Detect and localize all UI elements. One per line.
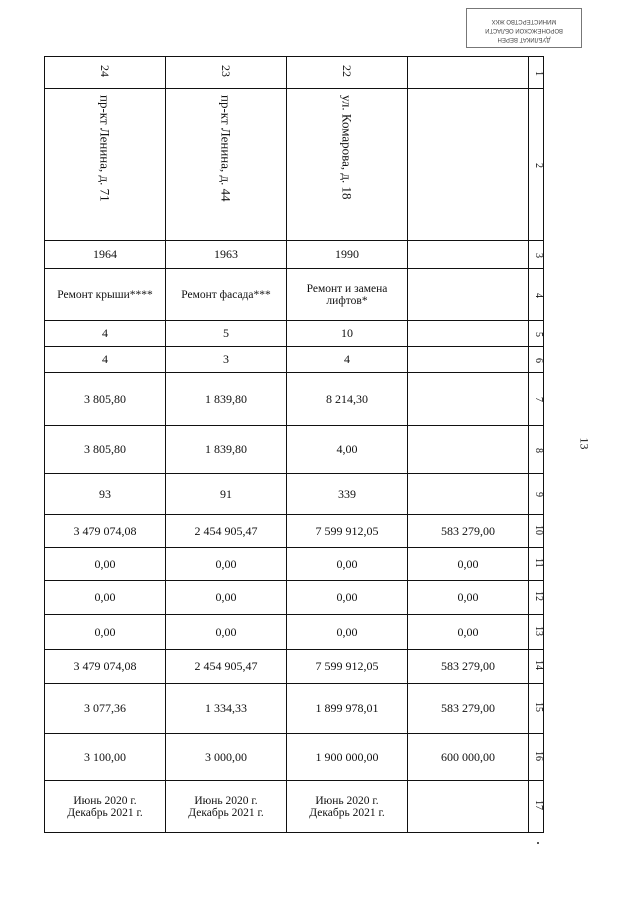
area-work-cell: 1 839,80 bbox=[166, 426, 287, 474]
cost-total-cell: 2 454 905,47 bbox=[166, 515, 287, 548]
residents-cell: 93 bbox=[45, 474, 166, 515]
table-row bbox=[45, 734, 544, 781]
area-work-cell: 3 805,80 bbox=[45, 426, 166, 474]
row-number: 1 bbox=[533, 70, 544, 76]
period-end: Декабрь 2021 г. bbox=[67, 806, 143, 819]
area-total-cell: 1 839,80 bbox=[166, 373, 287, 426]
period-start: Июнь 2020 г. bbox=[315, 794, 379, 807]
row-number: 10 bbox=[533, 524, 544, 535]
table-row bbox=[45, 548, 544, 581]
fund-c-cell: 0,00 bbox=[408, 615, 529, 650]
table-row bbox=[45, 650, 544, 684]
house-number: 22 bbox=[340, 64, 354, 77]
unit-cost-cell: 1 334,33 bbox=[166, 684, 287, 734]
unit-cost-cell: 583 279,00 bbox=[408, 684, 529, 734]
stamp-line: МИНИСТЕРСТВО ЖКХ bbox=[491, 18, 557, 24]
area-work-cell: 4,00 bbox=[287, 426, 408, 474]
work-type bbox=[408, 269, 529, 321]
limit-cost-cell: 1 900 000,00 bbox=[287, 734, 408, 781]
area-total-cell bbox=[408, 373, 529, 426]
entrances-cell: 3 bbox=[166, 347, 287, 373]
cost-total-cell: 7 599 912,05 bbox=[287, 515, 408, 548]
build-year: 1964 bbox=[45, 241, 166, 269]
table-row bbox=[45, 581, 544, 615]
row-number: 14 bbox=[533, 660, 544, 670]
table-row bbox=[45, 241, 544, 269]
unit-cost-cell: 3 077,36 bbox=[45, 684, 166, 734]
floors-cell: 5 bbox=[166, 321, 287, 347]
stamp-line: ДУБЛИКАТ ВЕРЕН bbox=[497, 36, 551, 42]
floors-cell: 10 bbox=[287, 321, 408, 347]
table-row bbox=[45, 615, 544, 650]
entrances-cell bbox=[408, 347, 529, 373]
fund-a-cell: 0,00 bbox=[287, 548, 408, 581]
limit-cost-cell: 3 000,00 bbox=[166, 734, 287, 781]
row-number: 16 bbox=[533, 750, 544, 761]
limit-cost-cell: 600 000,00 bbox=[408, 734, 529, 781]
residents-cell: 91 bbox=[166, 474, 287, 515]
fund-a-cell: 0,00 bbox=[408, 548, 529, 581]
period-cell bbox=[408, 781, 529, 833]
fund-d-cell: 3 479 074,08 bbox=[45, 650, 166, 684]
row-number: 6 bbox=[533, 357, 544, 363]
row-number: 8 bbox=[533, 447, 544, 453]
period-end: Декабрь 2021 г. bbox=[188, 806, 264, 819]
table-row bbox=[45, 347, 544, 373]
repair-schedule-table bbox=[44, 56, 544, 833]
fund-d-cell: 2 454 905,47 bbox=[166, 650, 287, 684]
table-row bbox=[45, 321, 544, 347]
fund-b-cell: 0,00 bbox=[45, 581, 166, 615]
table-row bbox=[45, 373, 544, 426]
page-number: 13 bbox=[577, 437, 592, 450]
house-address: ул. Комарова, д. 18 bbox=[339, 95, 355, 200]
entrances-cell: 4 bbox=[45, 347, 166, 373]
table-row bbox=[45, 515, 544, 548]
work-type: Ремонт крыши**** bbox=[45, 269, 166, 321]
fund-b-cell: 0,00 bbox=[166, 581, 287, 615]
fund-b-cell: 0,00 bbox=[287, 581, 408, 615]
period-cell bbox=[45, 781, 166, 833]
residents-cell: 339 bbox=[287, 474, 408, 515]
floors-cell: 4 bbox=[45, 321, 166, 347]
house-address: пр-кт Ленина, д. 71 bbox=[97, 95, 113, 202]
table-row bbox=[45, 684, 544, 734]
fund-a-cell: 0,00 bbox=[45, 548, 166, 581]
work-type: Ремонт фасада*** bbox=[166, 269, 287, 321]
row-number: 13 bbox=[533, 625, 544, 636]
work-type: Ремонт и замена лифтов* bbox=[287, 269, 408, 321]
official-stamp bbox=[466, 8, 582, 48]
row-number: 3 bbox=[533, 252, 544, 258]
residents-cell bbox=[408, 474, 529, 515]
row-number: 5 bbox=[533, 331, 544, 337]
row-number: 7 bbox=[533, 397, 544, 402]
row-number: 17 bbox=[533, 800, 544, 810]
house-number: 23 bbox=[219, 64, 233, 77]
period-cell bbox=[166, 781, 287, 833]
stray-dot bbox=[537, 842, 539, 844]
row-number: 11 bbox=[533, 557, 544, 568]
row-number: 9 bbox=[533, 492, 544, 497]
entrances-cell: 4 bbox=[287, 347, 408, 373]
period-end: Декабрь 2021 г. bbox=[309, 806, 385, 819]
fund-c-cell: 0,00 bbox=[166, 615, 287, 650]
fund-d-cell: 583 279,00 bbox=[408, 650, 529, 684]
table-row bbox=[45, 781, 544, 833]
table-row bbox=[45, 89, 544, 241]
limit-cost-cell: 3 100,00 bbox=[45, 734, 166, 781]
fund-b-cell: 0,00 bbox=[408, 581, 529, 615]
table-row bbox=[45, 57, 544, 89]
fund-d-cell: 7 599 912,05 bbox=[287, 650, 408, 684]
build-year: 1963 bbox=[166, 241, 287, 269]
fund-c-cell: 0,00 bbox=[287, 615, 408, 650]
period-start: Июнь 2020 г. bbox=[73, 794, 137, 807]
fund-a-cell: 0,00 bbox=[166, 548, 287, 581]
period-cell bbox=[287, 781, 408, 833]
stamp-line: ВОРОНЕЖСКОЙ ОБЛАСТИ bbox=[485, 27, 563, 33]
period-start: Июнь 2020 г. bbox=[194, 794, 258, 807]
unit-cost-cell: 1 899 978,01 bbox=[287, 684, 408, 734]
floors-cell bbox=[408, 321, 529, 347]
row-number: 15 bbox=[533, 702, 544, 712]
house-number: 24 bbox=[98, 64, 112, 77]
table-row bbox=[45, 426, 544, 474]
table-row bbox=[45, 269, 544, 321]
cost-total-cell: 583 279,00 bbox=[408, 515, 529, 548]
row-number: 2 bbox=[533, 162, 544, 168]
row-number: 4 bbox=[533, 292, 544, 298]
area-total-cell: 3 805,80 bbox=[45, 373, 166, 426]
build-year bbox=[408, 241, 529, 269]
build-year: 1990 bbox=[287, 241, 408, 269]
area-work-cell bbox=[408, 426, 529, 474]
table-row bbox=[45, 474, 544, 515]
fund-c-cell: 0,00 bbox=[45, 615, 166, 650]
area-total-cell: 8 214,30 bbox=[287, 373, 408, 426]
house-address: пр-кт Ленина, д. 44 bbox=[218, 95, 234, 202]
row-number: 12 bbox=[533, 591, 544, 601]
cost-total-cell: 3 479 074,08 bbox=[45, 515, 166, 548]
